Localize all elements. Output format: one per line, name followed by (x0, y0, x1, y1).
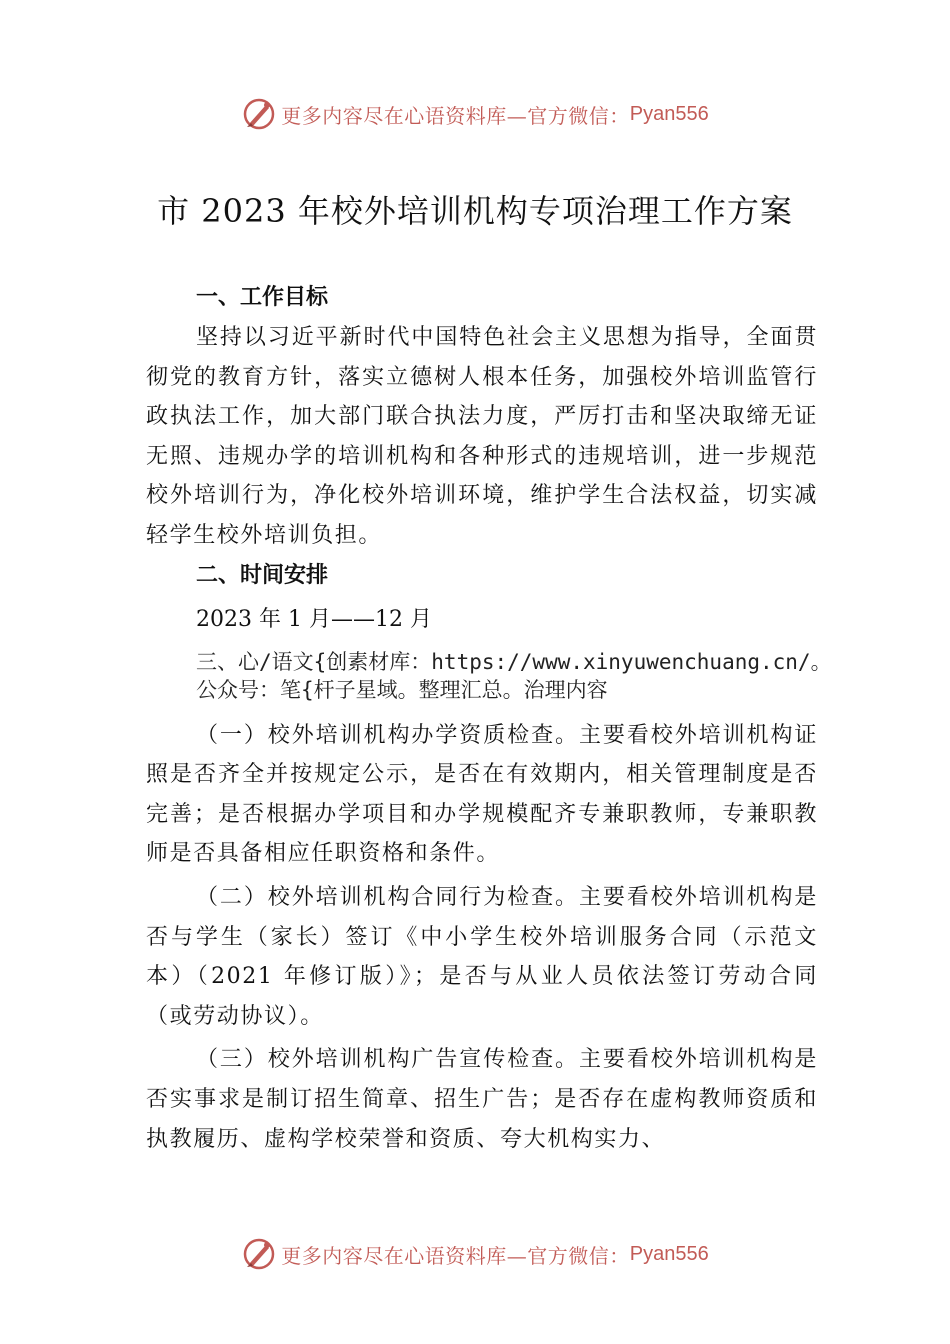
pen-circle-logo-icon (241, 96, 277, 132)
pen-circle-logo-icon (241, 1236, 277, 1272)
section-heading-content: 三、心/语文{创素材库：https://www.xinyuwenchuang.cn/。公众号：笔{杆子星域。整理汇总。治理内容 (196, 649, 832, 702)
banner-text: 更多内容尽在心语资料库—官方微信： (281, 103, 630, 128)
section-heading-goals: 一、工作目标 (196, 285, 329, 310)
header-banner (0, 94, 950, 134)
banner-wechat-id: Pyan556 (629, 102, 709, 125)
section-heading-schedule: 二、时间安排 (196, 562, 329, 588)
banner-text: 更多内容尽在心语资料库—官方微信： (281, 1243, 630, 1268)
document-body (146, 278, 832, 1159)
schedule-date-range: 2023 年 1 月——12 月 (196, 606, 432, 632)
document-title: 市 2023 年校外培训机构专项治理工作方案 (157, 192, 793, 230)
paragraph-item-2: （二）校外培训机构合同行为检查。主要看校外培训机构是否与学生（家长）签订《中小学生校外培训服务合同（示范文本）（2021 年修订版）》；是否与从业人员依法签订劳动合同（或劳动协议）。 (146, 884, 818, 1029)
banner-wechat-id: Pyan556 (629, 1242, 709, 1265)
paragraph-goals: 坚持以习近平新时代中国特色社会主义思想为指导，全面贯彻党的教育方针，落实立德树人根本任务，加强校外培训监管行政执法工作，加大部门联合执法力度，严厉打击和坚决取缔无证无照、违规办学的培训机构和各种形式的违规培训，进一步规范校外培训行为，净化校外培训环境，维护学生合法权益，切实减轻学生校外培训负担。 (146, 325, 818, 548)
paragraph-item-1: （一）校外培训机构办学资质检查。主要看校外培训机构证照是否齐全并按规定公示，是否在有效期内，相关管理制度是否完善；是否根据办学项目和办学规模配齐专兼职教师，专兼职教师是否具备相应任职资格和条件。 (146, 722, 818, 867)
footer-banner (0, 1234, 950, 1274)
paragraph-item-3: （三）校外培训机构广告宣传检查。主要看校外培训机构是否实事求是制订招生简章、招生广告；是否存在虚构教师资质和执教履历、虚构学校荣誉和资质、夸大机构实力、 (146, 1047, 818, 1152)
